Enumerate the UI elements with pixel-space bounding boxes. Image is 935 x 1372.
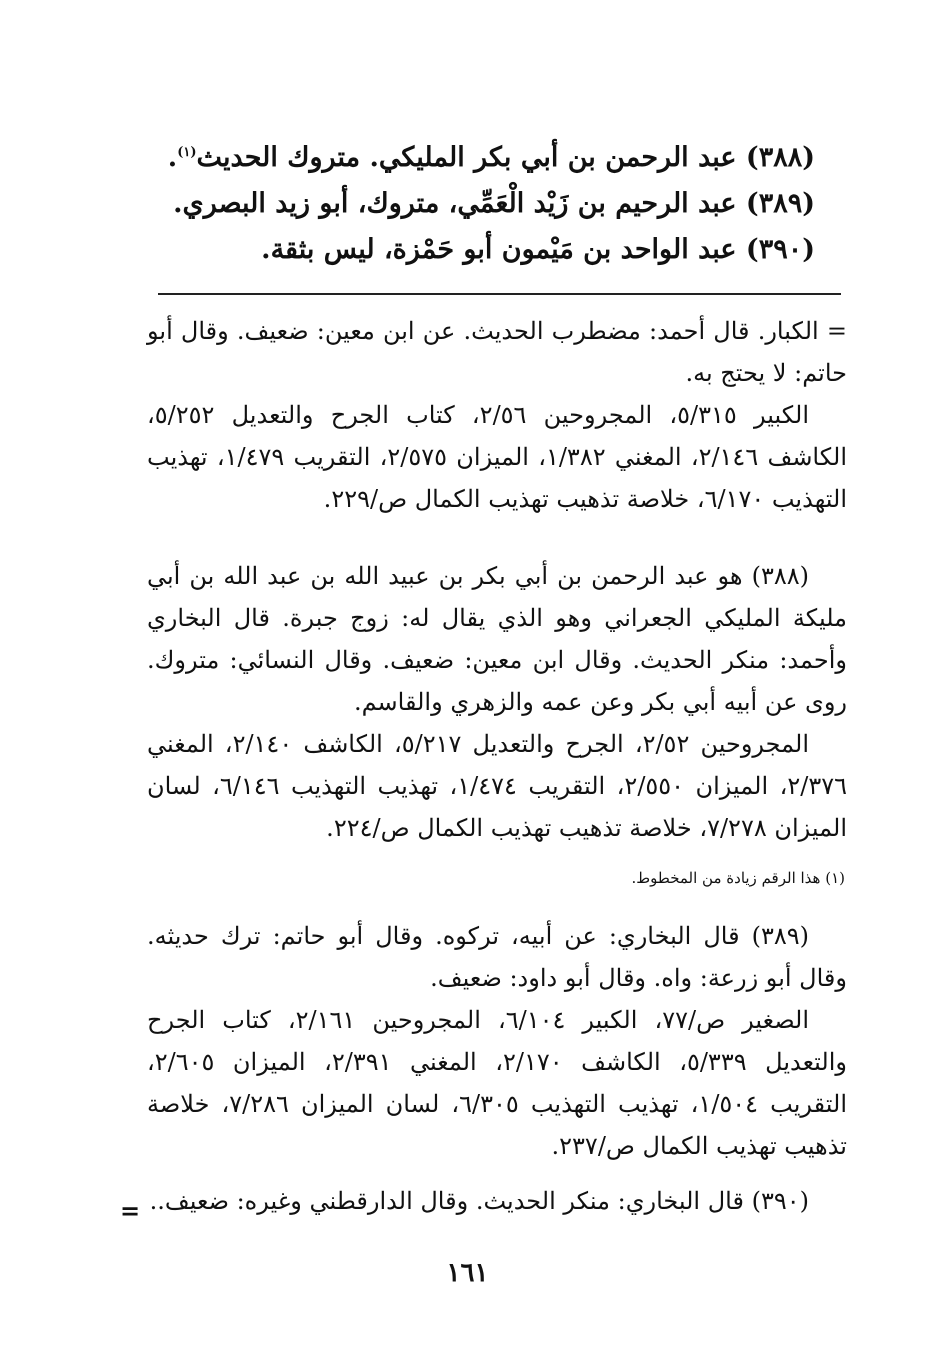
note-388-references: المجروحين ٢/٥٢، الجرح والتعديل ٥/٢١٧، الكاشف ٢/١٤٠، المغني ٢/٣٧٦، الميزان ٢/٥٥٠، التقريب ١/٤٧٤، تهذيب التهذيب ٦/١٤٦، لسان الميزان ٧/٢٧٨، خلاصة تذهيب تهذيب الكمال ص/٢٢٤.	[147, 730, 847, 842]
footnote-marker: (١)	[177, 145, 197, 160]
note-389-references: الصغير ص/٧٧، الكبير ٦/١٠٤، المجروحين ٢/١٦١، كتاب الجرح والتعديل ٥/٣٣٩، الكاشف ٢/١٧٠، المغني ٢/٣٩١، الميزان ٢/٦٠٥، التقريب ١/٥٠٤، تهذيب التهذيب ٦/٣٠٥، لسان الميزان ٧/٢٨٦، خلاصة تذهيب تهذيب الكمال ص/٢٣٧.	[147, 1006, 847, 1160]
continuation-mark: =	[120, 1196, 141, 1225]
footnote-divider	[158, 293, 841, 295]
continuation-references: الكبير ٥/٣١٥، المجروحين ٢/٥٦، كتاب الجرح والتعديل ٥/٢٥٢، الكاشف ٢/١٤٦، المغني ١/٣٨٢، الميزان ٢/٥٧٥، التقريب ١/٤٧٩، تهذيب التهذيب ٦/١٧٠، خلاصة تذهيب تهذيب الكمال ص/٢٢٩.	[147, 401, 847, 513]
note-388	[147, 555, 847, 849]
continuation-paragraph: = الكبار. قال أحمد: مضطرب الحديث. عن ابن معين: ضعيف. وقال أبو حاتم: لا يحتج به.	[147, 317, 847, 387]
footnote-1: (١) هذا الرقم زيادة من المخطوط.	[631, 869, 845, 887]
note-390-paragraph: (٣٩٠) قال البخاري: منكر الحديث. وقال الدارقطني وغيره: ضعيف..	[149, 1187, 809, 1215]
continuation-note	[147, 310, 847, 520]
note-389-paragraph: (٣٨٩) قال البخاري: عن أبيه، تركوه. وقال أبو حاتم: ترك حديثه. وقال أبو زرعة: واه. وقال أبو داود: ضعيف.	[147, 922, 847, 992]
page-number: ١٦١	[446, 1258, 489, 1288]
main-entries	[165, 130, 815, 273]
note-390	[147, 1180, 847, 1222]
note-388-paragraph: (٣٨٨) هو عبد الرحمن بن أبي بكر بن عبيد الله بن عبد الله بن أبي مليكة المليكي الجعراني وهو الذي يقال له: زوج جبرة. قال البخاري وأحمد: منكر الحديث. وقال ابن معين: ضعيف. وقال النسائي: متروك. روى عن أبيه أبي بكر وعن عمه والزهري والقاسم.	[147, 562, 847, 716]
entry-388-text: (٣٨٨) عبد الرحمن بن أبي بكر المليكي. متروك الحديث	[196, 142, 815, 173]
entry-390: (٣٩٠) عبد الواحد بن مَيْمون أبو حَمْزة، ليس بثقة.	[261, 234, 815, 265]
note-389	[147, 915, 847, 1167]
entry-388-end: .	[167, 142, 178, 173]
entry-388	[165, 130, 815, 181]
entry-389: (٣٨٩) عبد الرحيم بن زَيْد الْعَمِّي، متروك، أبو زيد البصري.	[173, 188, 815, 219]
